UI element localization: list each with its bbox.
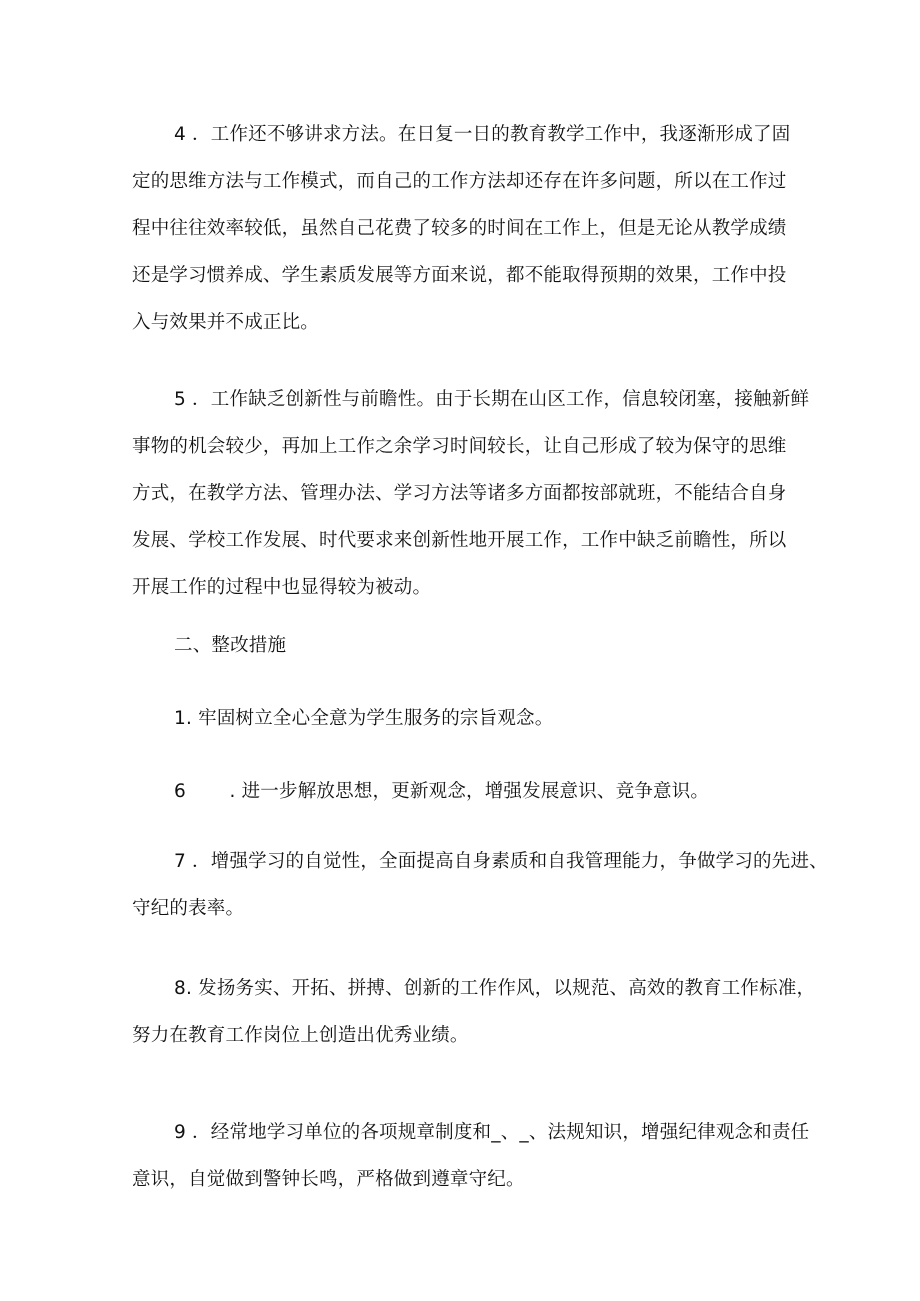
paragraph-line: 定的思维方法与工作模式，而自己的工作方法却还存在许多问题，所以在工作过 <box>132 171 787 192</box>
paragraph-line: 开展工作的过程中也显得较为被动。 <box>132 577 432 598</box>
paragraph-line: 4 ．工作还不够讲求方法。在日复一日的教育教学工作中，我逐渐形成了固 <box>174 124 791 145</box>
measure-6 <box>132 768 794 815</box>
measure-line: 意识，自觉做到警钟长鸣，严格做到遵章守纪。 <box>132 1169 525 1190</box>
paragraph-line: 事物的机会较少，再加上工作之余学习时间较长，让自己形成了较为保守的思维 <box>132 436 787 457</box>
section-heading: 二、整改措施 <box>174 635 287 656</box>
measure-8 <box>132 965 816 1059</box>
measure-line: 6 . 进一步解放思想，更新观念，增强发展意识、竞争意识。 <box>174 781 710 802</box>
section-heading-rectification <box>132 622 794 669</box>
paragraph-4-work-methods <box>132 111 794 346</box>
paragraph-line: 5 ．工作缺乏创新性与前瞻性。由于长期在山区工作，信息较闭塞，接触新鲜 <box>174 389 810 410</box>
measure-line: 9 ．经常地学习单位的各项规章制度和_、_、法规知识，增强纪律观念和责任 <box>174 1122 810 1143</box>
measure-1 <box>132 695 794 742</box>
measure-9 <box>132 1109 810 1203</box>
paragraph-5-innovation <box>132 376 810 611</box>
measure-line: 守纪的表率。 <box>132 898 245 919</box>
paragraph-line: 程中往往效率较低，虽然自己花费了较多的时间在工作上，但是无论从教学成绩 <box>132 218 787 239</box>
paragraph-line: 方式，在教学方法、管理办法、学习方法等诸多方面都按部就班，不能结合自身 <box>132 483 787 504</box>
measure-line: 8. 发扬务实、开拓、拼搏、创新的工作作风，以规范、高效的教育工作标准， <box>174 978 816 999</box>
paragraph-line: 发展、学校工作发展、时代要求来创新性地开展工作，工作中缺乏前瞻性，所以 <box>132 530 787 551</box>
measure-line: 7 ．增强学习的自觉性，全面提高自身素质和自我管理能力，争做学习的先进、 <box>174 851 828 872</box>
paragraph-line: 还是学习惯养成、学生素质发展等方面来说，都不能取得预期的效果，工作中投 <box>132 265 787 286</box>
measure-line: 1. 牢固树立全心全意为学生服务的宗旨观念。 <box>174 708 554 729</box>
measure-7 <box>132 838 828 932</box>
measure-line: 努力在教育工作岗位上创造出优秀业绩。 <box>132 1025 469 1046</box>
paragraph-line: 入与效果并不成正比。 <box>132 312 320 333</box>
